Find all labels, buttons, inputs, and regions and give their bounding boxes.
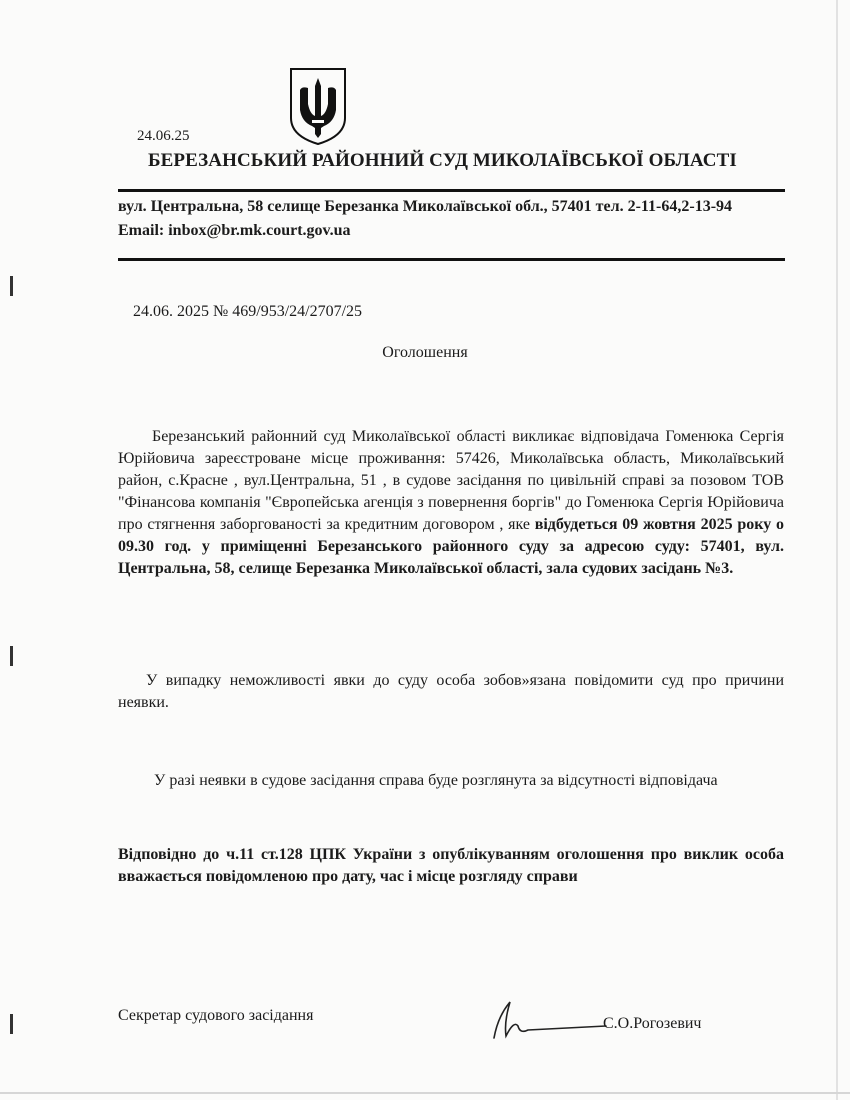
paragraph-default-hearing: У разі неявки в судове засідання справа буде розглянута за відсутності відповідача — [154, 772, 718, 789]
scan-edge-right — [836, 0, 838, 1100]
scan-edge-mark — [10, 646, 13, 666]
trident-coat-of-arms-icon — [288, 66, 348, 146]
document-title: Оголошення — [382, 344, 468, 361]
scan-edge-bottom — [0, 1092, 850, 1094]
paragraph-summons — [118, 426, 784, 580]
header-date: 24.06.25 — [137, 128, 190, 144]
document-reference: 24.06. 2025 № 469/953/24/2707/25 — [133, 303, 363, 320]
scan-edge-mark — [10, 276, 13, 296]
summons-text: Березанський районний суд Миколаївської області викликає відповідача Гоменюка Сергія Юрійовича зареєстроване місце проживання: 57426, Миколаївська область, Миколаївський район, с.Красне , вул.Центральна, 51 , в судове засідання по цивільній справі за позовом ТОВ "Фінансова компанія "Європейська агенція з повернення боргів" до Гоменюка Сергія Юрійовича про стягнення заборгованості за кредитним договором , яке — [118, 428, 784, 533]
court-address: вул. Центральна, 58 селище Березанка Миколаївської обл., 57401 тел. 2-11-64,2-13-94 Email: inbox@br.mk.court.gov.ua — [118, 198, 733, 239]
header-divider-top — [118, 189, 785, 192]
secretary-label: Секретар судового засідання — [118, 1007, 314, 1024]
court-name: БЕРЕЗАНСЬКИЙ РАЙОННИЙ СУД МИКОЛАЇВСЬКОЇ ОБЛАСТІ — [148, 150, 737, 171]
handwritten-signature-icon — [488, 996, 608, 1044]
paragraph-absence-notice: У випадку неможливості явки до суду особа зобов»язана повідомити суд про причини неявки. — [118, 672, 784, 711]
header-divider-bottom — [118, 258, 785, 261]
paragraph-legal-basis: Відповідно до ч.11 ст.128 ЦПК України з опублікуванням оголошення про виклик особа вважається повідомленою про дату, час і місце розгляду справи — [118, 846, 784, 885]
summons-hearing-details: відбудеться 09 жовтня 2025 року о 09.30 год. у приміщенні Березанського районного суду за адресою суду: 57401, вул. Центральна, 58, селище Березанка Миколаївської області, зала судових засідань №3. — [118, 516, 785, 577]
secretary-name: С.О.Рогозевич — [603, 1015, 702, 1032]
scan-edge-mark — [10, 1014, 13, 1034]
